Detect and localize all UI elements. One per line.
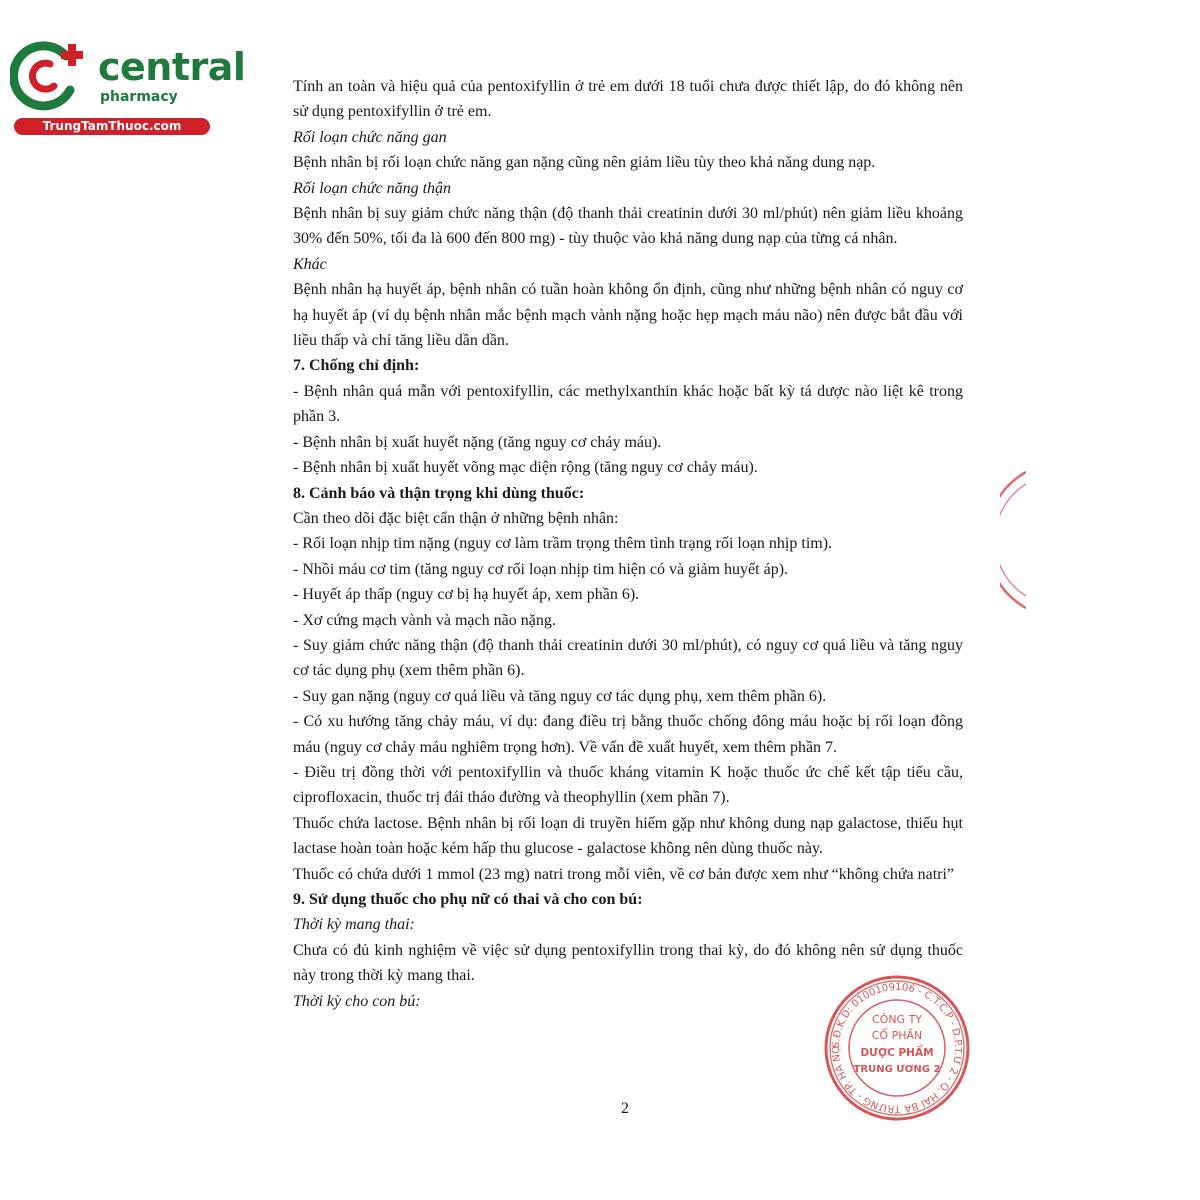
list-item: - Xơ cứng mạch vành và mạch não nặng. bbox=[293, 611, 556, 629]
section-7-heading: 7. Chống chỉ định: bbox=[293, 357, 420, 375]
stamp-line-4: TRUNG ƯƠNG 2 bbox=[853, 1064, 941, 1075]
stamp-line-2: CỔ PHẦN bbox=[871, 1029, 923, 1042]
list-item: - Điều trị đồng thời với pentoxifyllin và thuốc kháng vitamin K hoặc thuốc ức chế kết tập tiểu cầu, ciprofloxacin, thuốc trị đái tháo đường và theophyllin (xem phần 7). bbox=[293, 763, 963, 807]
pharmacy-cross-icon bbox=[10, 38, 94, 114]
paragraph-monitoring: Cần theo dõi đặc biệt cẩn thận ở những bệnh nhân: bbox=[293, 509, 619, 527]
list-item: - Bệnh nhân quá mẫn với pentoxifyllin, các methylxanthin khác hoặc bất kỳ tá dược nào liệt kê trong phần 3. bbox=[293, 382, 963, 426]
document-body bbox=[293, 74, 963, 1014]
stamp-outer-text: S.Đ.K.D: 0100109106 - C.T.C.P - D.P.T.Ư 2 - Q. HAI BÀ TRƯNG - TP. HÀ NỘ bbox=[830, 981, 964, 1115]
logo-name: central bbox=[98, 45, 246, 89]
section-8-heading: 8. Cảnh báo và thận trọng khi dùng thuốc: bbox=[293, 484, 585, 502]
logo-subtitle: pharmacy bbox=[100, 89, 178, 105]
paragraph-liver: Bệnh nhân bị rối loạn chức năng gan nặng cũng nên giảm liều tùy theo khả năng dung nạp. bbox=[293, 154, 876, 172]
subheading-other: Khác bbox=[293, 255, 327, 273]
list-item: - Bệnh nhân bị xuất huyết võng mạc diện rộng (tăng nguy cơ chảy máu). bbox=[293, 459, 758, 477]
paragraph-kidney: Bệnh nhân bị suy giảm chức năng thận (độ thanh thải creatinin dưới 30 ml/phút) nên giảm liều khoảng 30% đến 50%, tối đa là 600 đến 800 mg) - tùy thuộc vào khả năng dung nạp của từng cá nhân. bbox=[293, 205, 963, 248]
subheading-liver: Rối loạn chức năng gan bbox=[293, 128, 447, 146]
partial-stamp-icon bbox=[1000, 470, 1026, 610]
paragraph-children-safety: Tính an toàn và hiệu quả của pentoxifyllin ở trẻ em dưới 18 tuổi chưa được thiết lập, do đó không nên sử dụng pentoxifyllin ở trẻ em. bbox=[293, 78, 963, 121]
stamp-line-1: CÔNG TY bbox=[871, 1013, 923, 1026]
list-item: - Rối loạn nhịp tim nặng (nguy cơ làm trầm trọng thêm tình trạng rối loạn nhịp tim). bbox=[293, 535, 833, 553]
stamp-line-3: DƯỢC PHẨM bbox=[860, 1047, 934, 1059]
paragraph-other: Bệnh nhân hạ huyết áp, bệnh nhân có tuần hoàn không ổn định, cũng như những bệnh nhân có nguy cơ hạ huyết áp (ví dụ bệnh nhân mắc bệnh mạch vành nặng hoặc hẹp mạch máu não) nên được bắt đầu với liều thấp và chỉ tăng liều dần dần. bbox=[293, 281, 963, 350]
page-number: 2 bbox=[621, 1100, 629, 1117]
list-item: - Huyết áp thấp (nguy cơ bị hạ huyết áp, xem phần 6). bbox=[293, 586, 640, 604]
paragraph-pregnancy: Chưa có đủ kinh nghiệm về việc sử dụng pentoxifyllin trong thai kỳ, do đó không nên sử dụng thuốc này trong thời kỳ mang thai. bbox=[293, 941, 963, 985]
list-item: - Suy gan nặng (nguy cơ quá liều và tăng nguy cơ tác dụng phụ, xem thêm phần 6). bbox=[293, 687, 827, 705]
central-pharmacy-logo[interactable] bbox=[10, 38, 246, 138]
company-seal-stamp bbox=[822, 973, 972, 1123]
logo-website-banner[interactable]: TrungTamThuoc.com bbox=[14, 118, 210, 135]
subheading-kidney: Rối loạn chức năng thận bbox=[293, 179, 452, 197]
list-item: - Nhồi máu cơ tim (tăng nguy cơ rối loạn nhịp tim hiện có và giảm huyết áp). bbox=[293, 560, 789, 578]
list-item: - Bệnh nhân bị xuất huyết nặng (tăng nguy cơ chảy máu). bbox=[293, 433, 662, 451]
list-item: - Suy giảm chức năng thận (độ thanh thải creatinin dưới 30 ml/phút), có nguy cơ quá liều và tăng nguy cơ tác dụng phụ (xem thêm phần 6). bbox=[293, 636, 963, 680]
subheading-pregnancy: Thời kỳ mang thai: bbox=[293, 916, 415, 934]
section-9-heading: 9. Sử dụng thuốc cho phụ nữ có thai và cho con bú: bbox=[293, 891, 643, 908]
paragraph-sodium: Thuốc có chứa dưới 1 mmol (23 mg) natri trong mỗi viên, về cơ bản được xem như “không chứa natri” bbox=[293, 865, 955, 883]
list-item: - Có xu hướng tăng chảy máu, ví dụ: đang điều trị bằng thuốc chống đông máu hoặc bị rối loạn đông máu (nguy cơ chảy máu nghiêm trọng hơn). Về vấn đề xuất huyết, xem thêm phần 7. bbox=[293, 713, 963, 756]
paragraph-lactose: Thuốc chứa lactose. Bệnh nhân bị rối loạn di truyền hiếm gặp như không dung nạp galactose, thiếu hụt lactase hoàn toàn hoặc kém hấp thu glucose - galactose không nên dùng thuốc này. bbox=[293, 814, 963, 858]
subheading-breastfeeding: Thời kỳ cho con bú: bbox=[293, 992, 421, 1010]
